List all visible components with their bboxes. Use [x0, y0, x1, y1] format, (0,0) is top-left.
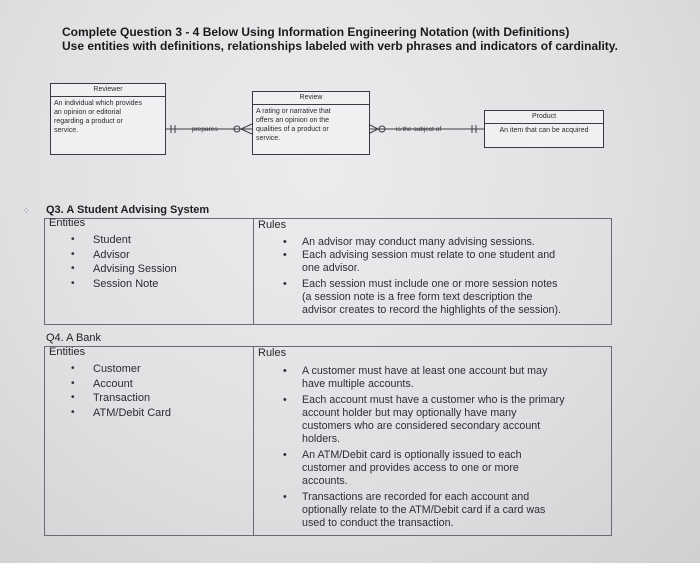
q3-rules-label: Rules — [258, 219, 287, 231]
q3-rule-2 — [283, 249, 556, 275]
rule-line: accounts. — [302, 475, 348, 487]
q3-rule-1 — [283, 236, 535, 249]
definition-line: qualities of a product or — [256, 126, 329, 133]
definition-line: offers an opinion on the — [256, 117, 330, 124]
entity-definition — [253, 105, 369, 145]
bullet-icon: • — [71, 277, 75, 289]
relationship-label-prepares: prepares — [192, 126, 218, 133]
smudge-mark: ⁘ — [22, 206, 31, 217]
q4-rule-4 — [283, 491, 546, 530]
rule-line: (a session note is a free form text description the — [302, 291, 533, 303]
entity-name: Reviewer — [51, 84, 165, 97]
page-title: Complete Question 3 - 4 Below Using Information Engineering Notation (with Definitions) — [62, 25, 570, 39]
rule-line: one advisor. — [302, 262, 360, 274]
entity-product — [484, 110, 604, 148]
bullet-icon: • — [283, 278, 287, 290]
rule-line: advisor creates to record the highlights of the session). — [302, 304, 562, 316]
bullet-icon: • — [71, 363, 75, 374]
rule-line: optionally relate to the ATM/Debit card if a card was — [302, 504, 546, 516]
entity-definition — [51, 97, 165, 137]
rule-line: holders. — [302, 433, 341, 445]
rule-line: An advisor may conduct many advising sessions. — [302, 236, 535, 248]
q3-rule-3 — [283, 278, 562, 317]
bullet-icon: • — [283, 394, 287, 406]
list-item: • Student — [71, 234, 131, 246]
list-item: • Transaction — [71, 392, 151, 404]
bullet-icon: • — [283, 449, 287, 461]
q4-rule-1 — [283, 365, 548, 391]
page-subtitle: Use entities with definitions, relationships labeled with verb phrases and indicators of cardinality. — [62, 39, 618, 53]
q4-entities-label: Entities — [49, 346, 86, 358]
rule-line: customer and provides access to one or more — [302, 462, 519, 474]
rule-line: Each advising session must relate to one student and — [302, 249, 556, 261]
bullet-icon: • — [71, 248, 75, 260]
list-item: • Customer — [71, 363, 141, 375]
bullet-icon: • — [71, 392, 75, 403]
q3-title: Q3. A Student Advising System — [46, 204, 210, 216]
definition-line: A rating or narrative that — [256, 108, 331, 115]
definition-line: an opinion or editorial — [54, 109, 121, 116]
bullet-icon: • — [283, 365, 287, 377]
rule-line: used to conduct the transaction. — [302, 517, 454, 529]
bullet-icon: • — [283, 249, 287, 261]
list-item: • Advisor — [71, 248, 130, 261]
definition-line: An individual which provides — [54, 100, 142, 107]
bullet-icon: • — [71, 406, 75, 418]
q4-entity-list — [71, 362, 172, 420]
list-item: • ATM/Debit Card — [71, 406, 172, 419]
q3-entities-label: Entities — [49, 217, 86, 229]
list-item: • Session Note — [71, 277, 159, 290]
entity-name: Product — [485, 111, 603, 124]
q4-rule-3 — [283, 449, 522, 488]
bullet-icon: • — [71, 234, 75, 245]
q4-rule-2 — [283, 394, 565, 446]
list-item: • Advising Session — [71, 263, 177, 275]
entity-review — [252, 91, 370, 155]
review-crowfoot-a — [241, 124, 252, 129]
q4-rules-label: Rules — [258, 347, 287, 359]
rule-line: customers who are considered secondary account — [302, 420, 541, 432]
rule-line: Transactions are recorded for each account and — [302, 491, 530, 503]
definition-line: service. — [256, 135, 281, 142]
rule-line: Each session must include one or more session notes — [302, 278, 558, 290]
entity-definition — [485, 124, 603, 137]
bullet-icon: • — [71, 377, 75, 389]
rule-line: A customer must have at least one account but may — [302, 365, 548, 377]
q3-entity-list — [71, 233, 177, 291]
list-item: • Account — [71, 377, 133, 390]
q4-title: Q4. A Bank — [46, 332, 102, 344]
bullet-icon: • — [283, 236, 287, 248]
review-crowfoot-b — [241, 129, 252, 134]
rule-line: have multiple accounts. — [302, 378, 414, 390]
bullet-icon: • — [283, 491, 287, 503]
relationship-label-subject-of: is the subject of — [396, 126, 442, 133]
rule-line: account holder but may optionally have many — [302, 407, 517, 419]
bullet-icon: • — [71, 263, 75, 274]
definition-line: regarding a product or — [54, 118, 123, 125]
rule-line: An ATM/Debit card is optionally issued to each — [302, 449, 522, 461]
entity-name: Review — [253, 92, 369, 105]
definition-line: An item that can be acquired — [499, 127, 589, 134]
definition-line: service. — [54, 127, 79, 134]
rule-line: Each account must have a customer who is the primary — [302, 394, 565, 406]
entity-reviewer — [50, 83, 166, 155]
